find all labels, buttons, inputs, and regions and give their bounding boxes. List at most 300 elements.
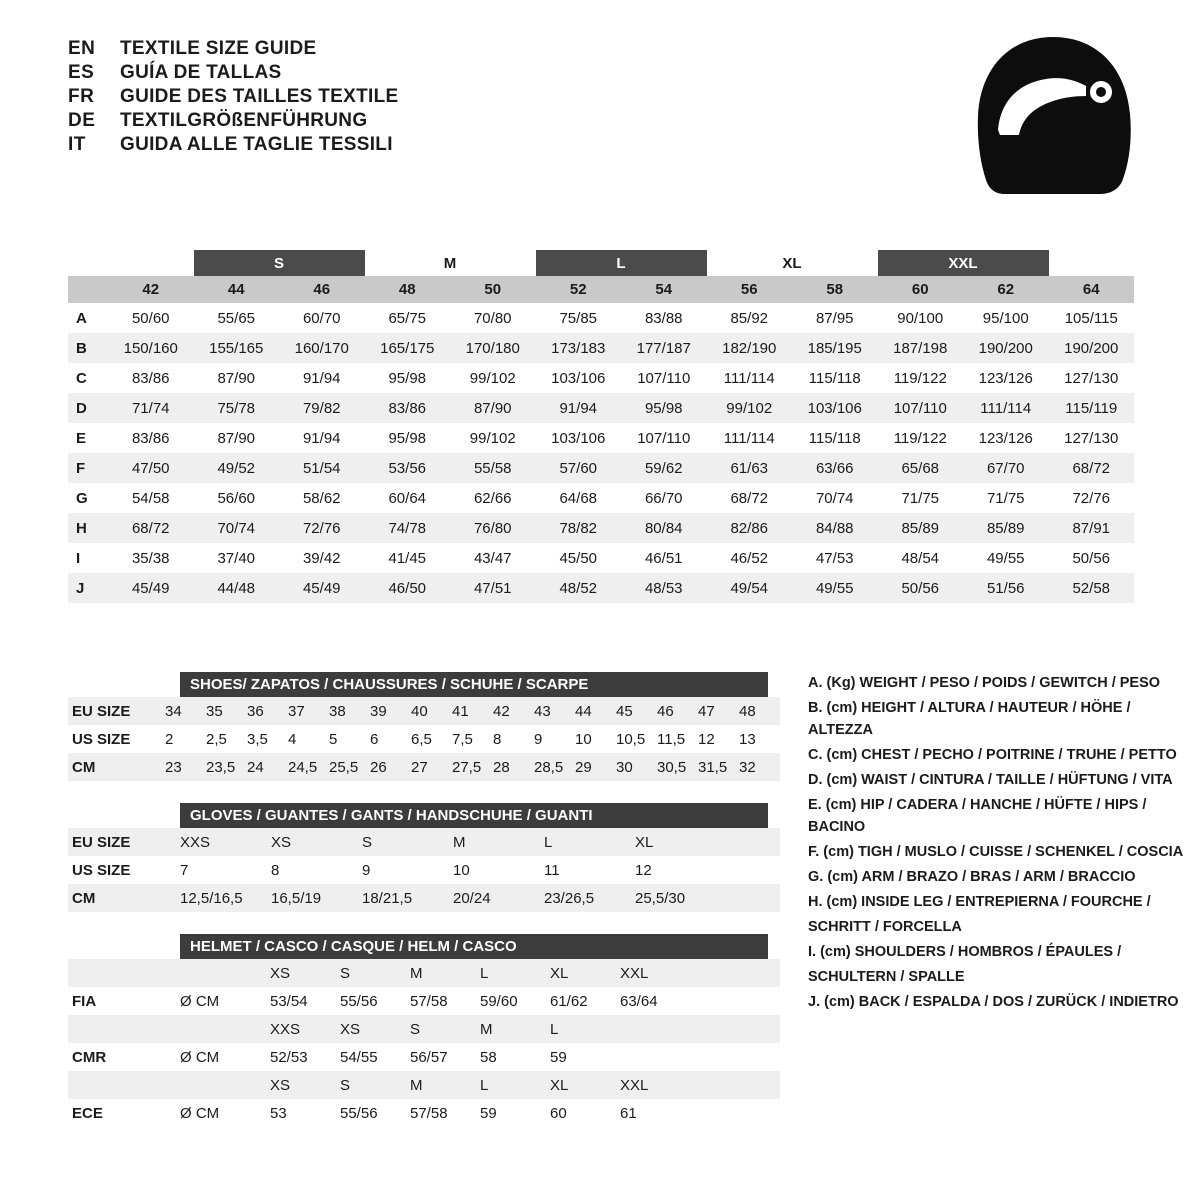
cell: 43/47 <box>473 549 512 567</box>
cell: 83/88 <box>644 309 683 327</box>
cell: XXL <box>620 964 649 982</box>
cell: 11,5 <box>657 730 686 748</box>
size-number: 52 <box>569 281 587 298</box>
cell: 54/55 <box>340 1048 378 1066</box>
cell: 57/58 <box>410 1104 448 1122</box>
cell: 48 <box>739 702 756 720</box>
cell: 42 <box>493 702 510 720</box>
cell: 57/60 <box>559 459 598 477</box>
cell: 70/74 <box>217 519 256 537</box>
gloves-row-us <box>68 856 780 884</box>
cell: 38 <box>329 702 346 720</box>
cell: 82/86 <box>730 519 769 537</box>
cell: 85/89 <box>901 519 940 537</box>
row-label <box>68 1071 180 1099</box>
cell: 13 <box>739 730 756 748</box>
helmet-title: HELMET / CASCO / CASQUE / HELM / CASCO <box>180 934 768 959</box>
cell: 111/114 <box>980 399 1032 417</box>
cell: XS <box>270 964 291 982</box>
cell: 91/94 <box>302 369 341 387</box>
table-row <box>68 393 1134 423</box>
cell: 51/54 <box>302 459 341 477</box>
table-row <box>68 513 1134 543</box>
row-label: D <box>76 399 87 417</box>
size-group-xl: XL <box>782 254 802 272</box>
row-label: A <box>76 309 87 327</box>
cell: L <box>544 833 553 851</box>
header-row <box>68 110 398 132</box>
cell: XL <box>550 1076 569 1094</box>
cell: 83/86 <box>388 399 427 417</box>
cell: 41/45 <box>388 549 427 567</box>
cell: 51/56 <box>986 579 1025 597</box>
cell: 95/98 <box>388 369 427 387</box>
cell: 20/24 <box>453 889 491 907</box>
cell: 55/56 <box>340 1104 378 1122</box>
cell: 87/91 <box>1072 519 1111 537</box>
helmet-icon <box>968 34 1138 209</box>
gloves-row-eu <box>68 828 780 856</box>
cell: 190/200 <box>978 339 1033 357</box>
cell: 40 <box>411 702 428 720</box>
size-group-blank <box>1049 250 1135 276</box>
gloves-row-cm <box>68 884 780 912</box>
cell: 45/50 <box>559 549 598 567</box>
cell: 47/50 <box>131 459 170 477</box>
cell: 56/57 <box>410 1048 448 1066</box>
cell: XS <box>340 1020 361 1038</box>
cell: 6 <box>370 730 379 748</box>
cell: 2 <box>165 730 174 748</box>
cell: 45 <box>616 702 633 720</box>
cell: 8 <box>493 730 502 748</box>
cell: 160/170 <box>294 339 349 357</box>
row-label: EU SIZE <box>72 833 131 851</box>
cell: 44/48 <box>217 579 256 597</box>
row-label: F <box>76 459 86 477</box>
cell: 103/106 <box>551 369 606 387</box>
row-label: H <box>76 519 87 537</box>
row-label: G <box>76 489 88 507</box>
cell: 27,5 <box>452 758 482 776</box>
cell: 53/56 <box>388 459 427 477</box>
cell: 75/78 <box>217 399 256 417</box>
cell: 49/54 <box>730 579 769 597</box>
row-label <box>68 959 180 987</box>
cell-unit <box>180 959 270 987</box>
cell: 9 <box>362 861 371 879</box>
cell: XXS <box>180 833 211 851</box>
cell: 45/49 <box>302 579 341 597</box>
legend-item: B. (cm) HEIGHT / ALTURA / HAUTEUR / HÖHE / ALTEZZA <box>808 700 1131 739</box>
cell: 99/102 <box>469 369 516 387</box>
size-number: 46 <box>313 281 331 298</box>
legend-item: D. (cm) WAIST / CINTURA / TAILLE / HÜFTUNG / VITA <box>808 772 1173 789</box>
helmet-row-cmr <box>68 1043 780 1071</box>
cell: 61 <box>620 1104 637 1122</box>
header-row <box>68 38 398 60</box>
row-values <box>165 725 780 753</box>
size-group-xxl: XXL <box>878 250 1049 276</box>
row-label: J <box>76 579 85 597</box>
size-number: 48 <box>398 281 416 298</box>
measurement-legend <box>808 672 1188 1016</box>
cell: 26 <box>370 758 387 776</box>
cell: 55/56 <box>340 992 378 1010</box>
cell: L <box>480 1076 489 1094</box>
cell: 12,5/16,5 <box>180 889 243 907</box>
row-label: CMR <box>72 1048 107 1066</box>
cell-unit <box>180 1015 270 1043</box>
cell: S <box>410 1020 421 1038</box>
row-label: CM <box>72 758 96 776</box>
cell: 47/53 <box>815 549 854 567</box>
table-row <box>68 573 1134 603</box>
cell: 71/74 <box>131 399 170 417</box>
helmet-section <box>68 934 780 1127</box>
cell: 123/126 <box>978 369 1033 387</box>
cell: 59/60 <box>480 992 518 1010</box>
size-number: 56 <box>740 281 758 298</box>
cell: 29 <box>575 758 592 776</box>
cell: 187/198 <box>893 339 948 357</box>
cell: XXL <box>620 1076 649 1094</box>
helmet-cmr-size-header <box>68 1015 780 1043</box>
cell: 7,5 <box>452 730 473 748</box>
cell: 119/122 <box>893 369 947 387</box>
cell: 63/64 <box>620 992 658 1010</box>
cell: 30,5 <box>657 758 687 776</box>
spacer <box>68 276 108 303</box>
table-row <box>68 423 1134 453</box>
header-lang-code: DE <box>68 110 96 131</box>
cell: 127/130 <box>1064 429 1119 447</box>
cell: 11 <box>544 861 560 879</box>
cell: 52/58 <box>1072 579 1111 597</box>
cell: 87/90 <box>473 399 512 417</box>
cell: 28,5 <box>534 758 564 776</box>
shoes-row-us <box>68 725 780 753</box>
cell: 155/165 <box>209 339 264 357</box>
cell: 61/62 <box>550 992 588 1010</box>
cell: 27 <box>411 758 428 776</box>
cell: 46/52 <box>730 549 769 567</box>
cell: 57/58 <box>410 992 448 1010</box>
gloves-title: GLOVES / GUANTES / GANTS / HANDSCHUHE / GUANTI <box>180 803 768 828</box>
cell-unit <box>180 1071 270 1099</box>
cell: 107/110 <box>637 369 691 387</box>
cell: 53/54 <box>270 992 308 1010</box>
legend-item: F. (cm) TIGH / MUSLO / CUISSE / SCHENKEL / COSCIA <box>808 844 1184 861</box>
cell: 99/102 <box>469 429 516 447</box>
cell: 177/187 <box>636 339 691 357</box>
cell: 60 <box>550 1104 567 1122</box>
cell: 107/110 <box>893 399 947 417</box>
header-lang-code: EN <box>68 38 96 59</box>
header-title-fr: GUIDE DES TAILLES TEXTILE <box>120 86 399 107</box>
cell: L <box>550 1020 559 1038</box>
cell: 46/50 <box>388 579 427 597</box>
gloves-section <box>68 803 780 912</box>
cell: 66/70 <box>644 489 683 507</box>
header-lang-code: ES <box>68 62 95 83</box>
cell: 115/118 <box>808 369 861 387</box>
cell: 65/68 <box>901 459 940 477</box>
cell: S <box>362 833 373 851</box>
helmet-fia-size-header <box>68 959 780 987</box>
size-number: 54 <box>655 281 673 298</box>
size-number: 60 <box>911 281 929 298</box>
table-row <box>68 543 1134 573</box>
cell: 99/102 <box>726 399 773 417</box>
cell: 190/200 <box>1064 339 1119 357</box>
cell: 49/55 <box>815 579 854 597</box>
cell: 63/66 <box>815 459 854 477</box>
header-row <box>68 134 398 156</box>
header-lang-code: FR <box>68 86 95 107</box>
header-title-de: TEXTILGRÖßENFÜHRUNG <box>120 110 368 131</box>
row-values <box>180 856 780 884</box>
row-values <box>180 828 780 856</box>
table-row <box>68 453 1134 483</box>
header-lang-code: IT <box>68 134 86 155</box>
helmet-ece-size-header <box>68 1071 780 1099</box>
cell: 7 <box>180 861 189 879</box>
cell: 60/70 <box>302 309 341 327</box>
cell: 50/56 <box>1072 549 1111 567</box>
size-group-m: M <box>443 254 457 272</box>
cell: 64/68 <box>559 489 598 507</box>
cell: 6,5 <box>411 730 432 748</box>
cell: 36 <box>247 702 264 720</box>
cell: 95/100 <box>982 309 1029 327</box>
table-row <box>68 333 1134 363</box>
cell: 103/106 <box>807 399 862 417</box>
cell: 80/84 <box>644 519 683 537</box>
cell: 8 <box>271 861 280 879</box>
cell: 47 <box>698 702 715 720</box>
cell: L <box>480 964 489 982</box>
shoes-section <box>68 672 780 781</box>
legend-item-cont: SCHRITT / FORCELLA <box>808 919 962 936</box>
cell: 72/76 <box>302 519 341 537</box>
cell: 111/114 <box>723 369 775 387</box>
cell: S <box>340 964 351 982</box>
cell: 119/122 <box>893 429 947 447</box>
cell: 50/60 <box>131 309 170 327</box>
cell: 107/110 <box>637 429 691 447</box>
size-group-blank <box>108 250 194 276</box>
row-label: US SIZE <box>72 730 131 748</box>
cell: 37 <box>288 702 305 720</box>
row-label: US SIZE <box>72 861 131 879</box>
cell: XL <box>635 833 654 851</box>
main-size-table <box>68 250 1134 603</box>
size-group-header-row <box>68 250 1134 276</box>
cell: 45/49 <box>131 579 170 597</box>
row-label: CM <box>72 889 96 907</box>
cell: 68/72 <box>1072 459 1111 477</box>
cell: 59/62 <box>644 459 683 477</box>
cell: 48/52 <box>559 579 598 597</box>
cell: 24,5 <box>288 758 318 776</box>
cell: 43 <box>534 702 551 720</box>
cell: 68/72 <box>730 489 769 507</box>
cell: 74/78 <box>388 519 427 537</box>
cell: 31,5 <box>698 758 728 776</box>
cell: 91/94 <box>302 429 341 447</box>
cell-unit: Ø CM <box>180 992 220 1010</box>
cell: XS <box>270 1076 291 1094</box>
cell: 59 <box>550 1048 567 1066</box>
cell: 16,5/19 <box>271 889 322 907</box>
row-values <box>165 753 780 781</box>
cell: 3,5 <box>247 730 268 748</box>
cell: 84/88 <box>815 519 854 537</box>
row-values <box>180 884 780 912</box>
row-values <box>180 987 780 1015</box>
cell: 34 <box>165 702 182 720</box>
shoes-row-cm <box>68 753 780 781</box>
cell: 85/92 <box>730 309 769 327</box>
row-label: I <box>76 549 81 567</box>
row-values <box>180 1071 780 1099</box>
legend-item: C. (cm) CHEST / PECHO / POITRINE / TRUHE / PETTO <box>808 747 1177 764</box>
legend-item: G. (cm) ARM / BRAZO / BRAS / ARM / BRACCIO <box>808 869 1136 886</box>
cell: 115/118 <box>808 429 861 447</box>
cell: 53 <box>270 1104 287 1122</box>
cell: 23 <box>165 758 182 776</box>
cell: 68/72 <box>131 519 170 537</box>
header-title-en: TEXTILE SIZE GUIDE <box>120 38 317 59</box>
header-block <box>68 38 398 158</box>
cell: 10 <box>453 861 470 879</box>
cell: XXS <box>270 1020 301 1038</box>
row-values <box>180 1099 780 1127</box>
helmet-row-ece <box>68 1099 780 1127</box>
row-values <box>180 1043 780 1071</box>
cell: 39 <box>370 702 387 720</box>
cell: 170/180 <box>465 339 520 357</box>
cell: 76/80 <box>473 519 512 537</box>
cell: 47/51 <box>473 579 512 597</box>
cell: 95/98 <box>644 399 683 417</box>
cell: XL <box>550 964 569 982</box>
cell: M <box>410 1076 423 1094</box>
size-group-l: L <box>536 250 707 276</box>
cell: 56/60 <box>217 489 256 507</box>
cell: 59 <box>480 1104 497 1122</box>
cell: M <box>480 1020 493 1038</box>
cell: 91/94 <box>559 399 598 417</box>
cell: 50/56 <box>901 579 940 597</box>
cell: 46 <box>657 702 674 720</box>
legend-item: H. (cm) INSIDE LEG / ENTREPIERNA / FOURCHE / <box>808 894 1151 911</box>
cell: 75/85 <box>559 309 598 327</box>
size-number: 62 <box>997 281 1015 298</box>
header-row <box>68 86 398 108</box>
row-label <box>68 1015 180 1043</box>
shoes-title: SHOES/ ZAPATOS / CHAUSSURES / SCHUHE / SCARPE <box>180 672 768 697</box>
row-label: EU SIZE <box>72 702 131 720</box>
cell: 70/74 <box>815 489 854 507</box>
cell: 52/53 <box>270 1048 308 1066</box>
cell: 87/95 <box>815 309 854 327</box>
row-label: C <box>76 369 87 387</box>
cell: 103/106 <box>551 429 606 447</box>
cell: XS <box>271 833 292 851</box>
cell: 10 <box>575 730 592 748</box>
legend-item-cont: SCHULTERN / SPALLE <box>808 969 965 986</box>
cell: 10,5 <box>616 730 646 748</box>
cell: 83/86 <box>131 429 170 447</box>
cell: 28 <box>493 758 510 776</box>
header-title-it: GUIDA ALLE TAGLIE TESSILI <box>120 134 393 155</box>
cell: M <box>410 964 423 982</box>
cell: 5 <box>329 730 338 748</box>
cell: S <box>340 1076 351 1094</box>
cell: 2,5 <box>206 730 227 748</box>
size-number: 50 <box>484 281 502 298</box>
table-row <box>68 303 1134 333</box>
cell: 70/80 <box>473 309 512 327</box>
header-title-es: GUÍA DE TALLAS <box>120 62 282 83</box>
cell: 23,5 <box>206 758 236 776</box>
cell: 25,5/30 <box>635 889 686 907</box>
cell: 46/51 <box>644 549 683 567</box>
cell: 54/58 <box>131 489 170 507</box>
cell: 44 <box>575 702 592 720</box>
cell: 23/26,5 <box>544 889 595 907</box>
cell: 105/115 <box>1064 309 1118 327</box>
cell: 35/38 <box>131 549 170 567</box>
cell: 85/89 <box>986 519 1025 537</box>
size-group-s: S <box>194 250 365 276</box>
cell: 90/100 <box>897 309 944 327</box>
legend-item: A. (Kg) WEIGHT / PESO / POIDS / GEWITCH / PESO <box>808 675 1161 691</box>
cell: 173/183 <box>551 339 606 357</box>
row-label: FIA <box>72 992 97 1010</box>
cell: 37/40 <box>217 549 256 567</box>
cell: M <box>453 833 466 851</box>
legend-item: E. (cm) HIP / CADERA / HANCHE / HÜFTE / HIPS / BACINO <box>808 797 1147 836</box>
size-number: 44 <box>227 281 245 298</box>
row-label: E <box>76 429 87 447</box>
cell: 35 <box>206 702 223 720</box>
helmet-row-fia <box>68 987 780 1015</box>
cell: 4 <box>288 730 297 748</box>
cell: 58/62 <box>302 489 341 507</box>
cell: 87/90 <box>217 369 256 387</box>
cell: 48/53 <box>644 579 683 597</box>
cell-unit: Ø CM <box>180 1104 220 1122</box>
row-values <box>180 959 780 987</box>
cell: 87/90 <box>217 429 256 447</box>
row-label: B <box>76 339 87 357</box>
cell: 41 <box>452 702 469 720</box>
cell: 95/98 <box>388 429 427 447</box>
cell: 71/75 <box>986 489 1025 507</box>
cell: 111/114 <box>723 429 775 447</box>
cell: 49/55 <box>986 549 1025 567</box>
cell: 49/52 <box>217 459 256 477</box>
row-label: ECE <box>72 1104 103 1122</box>
table-row <box>68 483 1134 513</box>
cell: 182/190 <box>722 339 777 357</box>
cell: 83/86 <box>131 369 170 387</box>
cell: 150/160 <box>123 339 178 357</box>
cell: 58 <box>480 1048 497 1066</box>
